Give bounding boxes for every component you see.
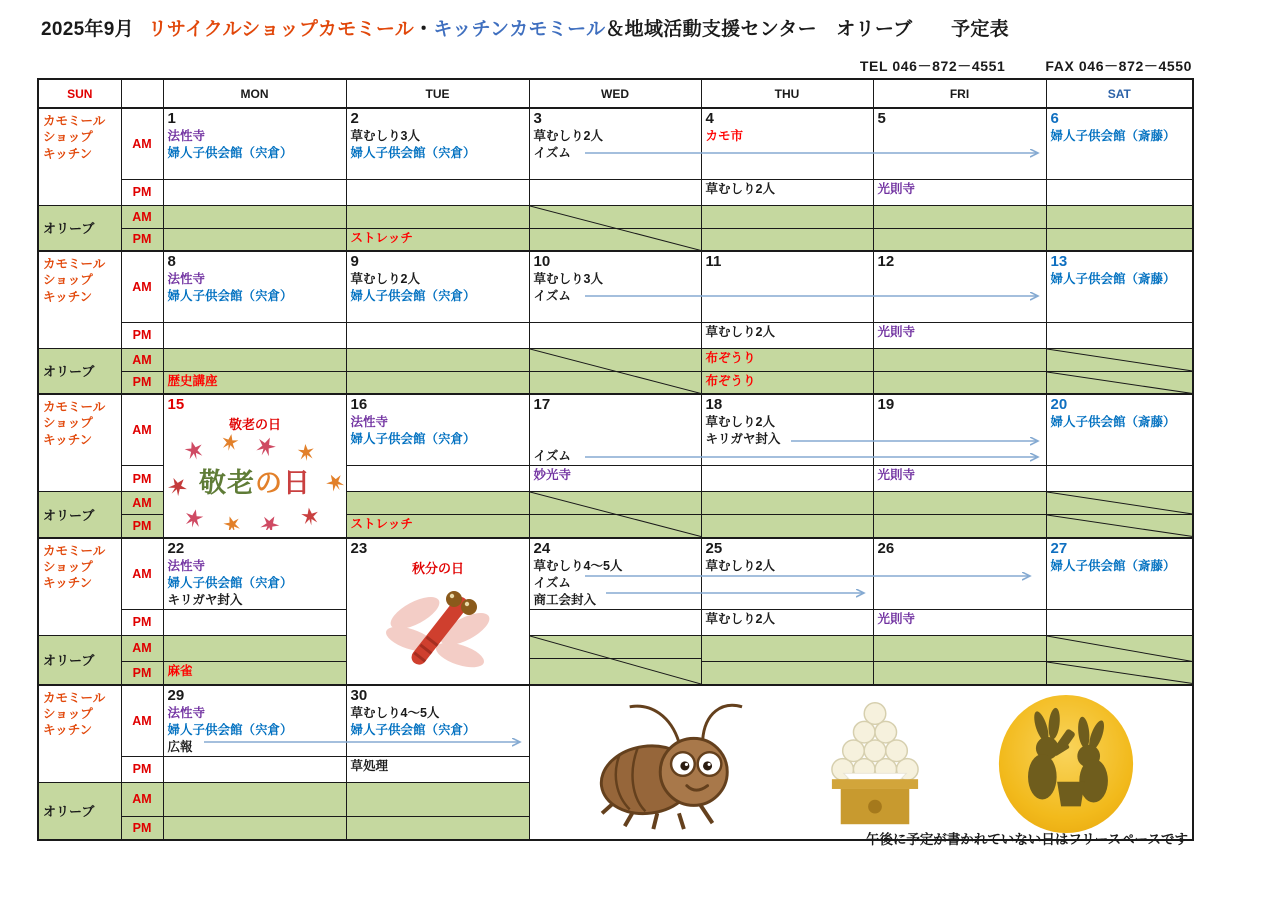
pm-label-cell: PM — [121, 662, 163, 685]
day-cell — [701, 251, 873, 322]
am-pm-divider — [530, 514, 701, 515]
day-cell — [1046, 492, 1193, 515]
group-label-chamomile — [38, 108, 121, 205]
am-label-cell: AM — [121, 538, 163, 610]
day-cell — [346, 205, 529, 228]
keiro-no-hi-art-text — [168, 468, 343, 498]
week4-am-row — [38, 538, 1193, 610]
schedule-entry: 布ぞうり — [705, 350, 756, 365]
schedule-entry: 法性寺 — [167, 272, 206, 286]
day-number: 20 — [1050, 396, 1068, 413]
pm-label-cell: PM — [121, 817, 163, 840]
contact-info — [860, 56, 1192, 76]
group-label-line: キッチン — [43, 432, 93, 447]
day-cell — [346, 817, 529, 840]
pm-label-cell: PM — [121, 228, 163, 251]
schedule-entry: ストレッチ — [350, 230, 413, 245]
group-label-line: キッチン — [43, 289, 93, 304]
day-cell — [701, 205, 873, 228]
day-cell — [346, 782, 529, 817]
day-cell — [163, 635, 346, 662]
pm-label-cell: PM — [121, 179, 163, 205]
group-label-line: キッチン — [43, 146, 93, 161]
day-cell — [346, 348, 529, 371]
day-cell — [163, 782, 346, 817]
tsukimi-dango-illustration — [816, 693, 934, 835]
day-number: 26 — [877, 539, 895, 557]
schedule-entry: 法性寺 — [167, 129, 206, 143]
schedule-entry: 商工会封入 — [533, 592, 597, 607]
schedule-entry: 婦人子供会館（斎藤） — [1050, 129, 1176, 143]
day-cell — [529, 322, 701, 348]
am-pm-divider — [530, 658, 701, 659]
day-cell — [1046, 228, 1193, 251]
week1-pm-row — [38, 179, 1193, 205]
holiday-label: 敬老の日 — [228, 417, 281, 432]
week2-am-row — [38, 251, 1193, 322]
title-separator: ・ — [414, 19, 434, 40]
schedule-entry: 草むしり2人 — [705, 611, 775, 626]
group-label-chamomile — [38, 394, 121, 492]
schedule-entry: 草むしり4～5人 — [350, 705, 440, 720]
day-cell — [346, 515, 529, 538]
entry-gap — [534, 431, 698, 448]
am-label-cell: AM — [121, 205, 163, 228]
schedule-entry: 麻雀 — [167, 664, 193, 678]
crossed-out-diagonal — [1047, 372, 1193, 394]
schedule-entry: 婦人子供会館（宍倉） — [167, 722, 293, 737]
art-char: 老 — [227, 468, 255, 498]
day-cell — [346, 756, 529, 782]
group-label-line: カモミール — [43, 400, 106, 414]
day-number: 27 — [1050, 539, 1068, 557]
group-label-line: カモミール — [43, 690, 106, 705]
day-cell — [163, 394, 346, 538]
header-tue: TUE — [346, 79, 529, 108]
day-cell — [163, 179, 346, 205]
day-cell — [346, 228, 529, 251]
day-cell — [701, 179, 873, 205]
group-label-olive: オリーブ — [38, 205, 121, 251]
day-number: 29 — [167, 686, 185, 704]
day-cell — [1046, 515, 1193, 538]
crossed-out-diagonal — [1047, 492, 1193, 514]
group-label-line: ショップ — [43, 559, 93, 574]
day-cell — [346, 466, 529, 492]
day-cell — [1046, 662, 1193, 685]
day-cell — [346, 538, 529, 685]
day-cell — [701, 348, 873, 371]
week1-am-row — [38, 108, 1193, 179]
schedule-entry: 草むしり2人 — [705, 415, 775, 429]
day-cell — [873, 492, 1046, 515]
tel-number: TEL 046－872－4551 — [859, 58, 1006, 74]
day-cell — [873, 466, 1046, 492]
group-label-line: ショップ — [43, 706, 93, 721]
pm-label-cell: PM — [121, 322, 163, 348]
header-sun: SUN — [38, 79, 121, 108]
day-cell — [701, 394, 873, 466]
day-cell — [163, 817, 346, 840]
schedule-entry: 法性寺 — [167, 558, 206, 573]
schedule-entry: 歴史講座 — [167, 373, 218, 388]
schedule-entry: 広報 — [167, 739, 193, 754]
day-cell — [701, 322, 873, 348]
day-cell — [346, 322, 529, 348]
dragonfly-art — [351, 577, 526, 684]
schedule-entry: 草むしり2人 — [533, 129, 603, 143]
group-label-line: キッチン — [43, 723, 93, 737]
day-cell — [1046, 348, 1193, 371]
day-number: 5 — [877, 110, 886, 127]
group-label-line: カモミール — [43, 257, 106, 271]
day-cell — [701, 635, 873, 662]
day-cell — [346, 371, 529, 394]
schedule-entry: 草処理 — [350, 758, 389, 773]
day-cell — [529, 179, 701, 205]
day-cell — [529, 348, 701, 394]
day-cell — [346, 179, 529, 205]
day-cell — [529, 538, 701, 610]
header-wed: WED — [529, 79, 701, 108]
day-number: 15 — [167, 396, 185, 413]
day-cell — [701, 515, 873, 538]
day-cell — [1046, 371, 1193, 394]
day-cell — [701, 108, 873, 179]
schedule-entry: 婦人子供会館（斎藤） — [1050, 415, 1176, 429]
day-number: 22 — [167, 539, 185, 557]
schedule-entry: 婦人子供会館（宍倉） — [350, 432, 476, 446]
group-label-line: キッチン — [43, 576, 93, 590]
day-cell — [529, 492, 701, 538]
schedule-entry: 婦人子供会館（宍倉） — [167, 146, 293, 160]
day-cell — [1046, 108, 1193, 179]
day-cell — [529, 394, 701, 466]
day-number: 16 — [350, 396, 368, 413]
day-cell — [163, 251, 346, 322]
art-char: の — [255, 468, 283, 498]
day-cell — [529, 108, 701, 179]
day-cell — [163, 322, 346, 348]
day-cell — [163, 756, 346, 782]
day-cell — [873, 662, 1046, 685]
day-cell — [1046, 205, 1193, 228]
day-cell — [701, 609, 873, 635]
day-cell — [346, 251, 529, 322]
week5-am-row — [38, 685, 1193, 757]
day-cell — [1046, 322, 1193, 348]
group-label-chamomile — [38, 685, 121, 783]
moon-rabbits-illustration — [991, 691, 1141, 837]
week2-pm-row — [38, 322, 1193, 348]
pm-label-cell: PM — [121, 756, 163, 782]
title-month: 2025年9月 — [41, 19, 134, 40]
group-label-line: ショップ — [43, 130, 93, 145]
day-cell — [529, 685, 1193, 840]
day-number: 3 — [533, 110, 542, 127]
day-number: 24 — [533, 539, 551, 557]
day-cell — [163, 205, 346, 228]
day-cell — [163, 538, 346, 610]
header-fri: FRI — [873, 79, 1046, 108]
entry-gap — [534, 414, 698, 431]
day-number: 25 — [705, 539, 723, 557]
am-label-cell: AM — [121, 635, 163, 662]
day-number: 4 — [705, 110, 714, 127]
day-cell — [701, 662, 873, 685]
crossed-out-diagonal — [1047, 636, 1193, 662]
schedule-entry: 婦人子供会館（宍倉） — [167, 289, 293, 303]
schedule-entry: 光則寺 — [877, 181, 916, 196]
schedule-entry: 草むしり2人 — [350, 272, 420, 286]
day-cell — [873, 538, 1046, 610]
day-cell — [873, 108, 1046, 179]
am-label-cell: AM — [121, 348, 163, 371]
header-sat: SAT — [1046, 79, 1193, 108]
day-cell — [346, 394, 529, 466]
header-mon: MON — [163, 79, 346, 108]
day-cell — [1046, 466, 1193, 492]
group-label-line: ショップ — [43, 416, 93, 431]
day-number: 30 — [350, 686, 368, 704]
day-cell — [1046, 635, 1193, 662]
crossed-out-diagonal — [530, 636, 701, 684]
schedule-entry: イズム — [533, 449, 571, 463]
week1-oam-row — [38, 205, 1193, 228]
crossed-out-diagonal — [1047, 349, 1193, 371]
schedule-entry: キリガヤ封入 — [705, 432, 781, 446]
holiday-label: 秋分の日 — [411, 560, 464, 576]
schedule-entry: ストレッチ — [350, 517, 413, 531]
schedule-entry: 草むしり2人 — [705, 324, 775, 339]
day-cell — [346, 108, 529, 179]
am-pm-divider — [530, 228, 701, 229]
schedule-entry: 布ぞうり — [705, 373, 756, 388]
group-label-olive: オリーブ — [38, 782, 121, 840]
week3-am-row — [38, 394, 1193, 466]
header-thu: THU — [701, 79, 873, 108]
day-cell — [529, 251, 701, 322]
schedule-entry: 光則寺 — [877, 324, 916, 339]
day-cell — [529, 609, 701, 635]
day-cell — [1046, 251, 1193, 322]
day-number: 13 — [1050, 253, 1068, 270]
day-number: 18 — [705, 396, 723, 413]
title-kitchen: キッチンカモミール — [433, 19, 606, 40]
day-number: 10 — [533, 253, 551, 270]
day-cell — [346, 492, 529, 515]
crossed-out-diagonal — [1047, 515, 1193, 537]
day-cell — [873, 635, 1046, 662]
pm-label-cell: PM — [121, 466, 163, 492]
day-number: 23 — [350, 539, 368, 557]
am-pm-divider — [530, 371, 701, 372]
day-cell — [163, 348, 346, 371]
schedule-entry: カモ市 — [705, 129, 744, 143]
schedule-entry: 婦人子供会館（宍倉） — [350, 146, 476, 160]
schedule-entry: 光則寺 — [877, 611, 916, 626]
group-label-chamomile — [38, 251, 121, 348]
day-cell — [873, 322, 1046, 348]
tsukimi-illustrations — [534, 687, 1190, 839]
am-label-cell: AM — [121, 685, 163, 757]
group-label-line: ショップ — [43, 273, 93, 288]
group-label-olive: オリーブ — [38, 492, 121, 538]
group-label-line: カモミール — [43, 114, 106, 128]
am-label-cell: AM — [121, 251, 163, 322]
day-cell — [873, 348, 1046, 371]
schedule-entry: キリガヤ封入 — [167, 592, 243, 607]
am-label-cell: AM — [121, 782, 163, 817]
day-cell — [701, 492, 873, 515]
day-cell — [701, 466, 873, 492]
keiro-no-hi-illustration — [168, 434, 343, 530]
group-label-chamomile — [38, 538, 121, 636]
schedule-entry: 草むしり2人 — [705, 181, 775, 196]
schedule-entry: 法性寺 — [350, 415, 389, 429]
day-number: 6 — [1050, 110, 1059, 127]
footer-note: 午後に予定が書かれていない日はフリースペースです — [865, 832, 1188, 847]
day-number: 8 — [167, 253, 176, 270]
schedule-entry: 草むしり2人 — [705, 558, 775, 573]
day-cell — [873, 228, 1046, 251]
day-cell — [163, 228, 346, 251]
week4-pm-row — [38, 609, 1193, 635]
schedule-entry: 妙光寺 — [533, 468, 572, 482]
day-cell — [1046, 538, 1193, 610]
art-char: 日 — [283, 468, 311, 498]
day-cell — [163, 371, 346, 394]
pm-label-cell: PM — [121, 515, 163, 538]
day-cell — [873, 205, 1046, 228]
day-cell — [873, 609, 1046, 635]
schedule-entry: 婦人子供会館（宍倉） — [167, 575, 293, 590]
day-cell — [873, 394, 1046, 466]
schedule-entry: 婦人子供会館（斎藤） — [1050, 272, 1176, 286]
am-label-cell: AM — [121, 394, 163, 466]
day-cell — [163, 685, 346, 757]
day-cell — [873, 251, 1046, 322]
schedule-entry: イズム — [533, 575, 571, 590]
cricket-illustration — [592, 695, 760, 833]
day-number: 11 — [705, 253, 722, 270]
day-number: 19 — [877, 396, 895, 413]
schedule-entry: イズム — [533, 146, 571, 160]
group-label-line: カモミール — [43, 543, 106, 558]
schedule-table — [37, 78, 1194, 841]
group-label-olive: オリーブ — [38, 635, 121, 685]
schedule-entry: 法性寺 — [167, 705, 206, 720]
day-cell — [529, 205, 701, 251]
crossed-out-diagonal — [1047, 662, 1193, 684]
week2-oam-row — [38, 348, 1193, 371]
day-cell — [1046, 609, 1193, 635]
dragonfly-illustration — [377, 577, 499, 681]
day-cell — [1046, 179, 1193, 205]
day-number: 12 — [877, 253, 895, 270]
day-cell — [346, 685, 529, 757]
day-cell — [701, 538, 873, 610]
schedule-entry: 草むしり3人 — [350, 129, 420, 143]
title-recycle-shop: リサイクルショップカモミール — [147, 19, 415, 40]
schedule-entry: イズム — [533, 289, 571, 303]
weekday-header-row — [38, 79, 1193, 108]
schedule-entry: 光則寺 — [877, 468, 916, 482]
day-cell — [701, 228, 873, 251]
day-cell — [873, 179, 1046, 205]
pm-label-cell: PM — [121, 609, 163, 635]
schedule-entry: 草むしり3人 — [533, 272, 603, 286]
art-char: 敬 — [199, 468, 227, 498]
header-label-spacer — [121, 79, 163, 108]
title-tail: ＆地域活動支援センター オリーブ 予定表 — [605, 19, 1009, 40]
day-number: 17 — [533, 396, 551, 413]
day-number: 2 — [350, 110, 359, 127]
day-cell — [529, 466, 701, 492]
day-cell — [701, 371, 873, 394]
page-title — [41, 14, 1009, 41]
schedule-entry: 婦人子供会館（宍倉） — [350, 722, 476, 737]
day-cell — [529, 635, 701, 685]
day-cell — [163, 108, 346, 179]
am-label-cell: AM — [121, 492, 163, 515]
schedule-entry: 草むしり4～5人 — [533, 558, 623, 573]
day-number: 1 — [167, 110, 176, 127]
day-cell — [163, 662, 346, 685]
day-cell — [1046, 394, 1193, 466]
group-label-olive: オリーブ — [38, 348, 121, 394]
fax-number: FAX 046－872－4550 — [1045, 58, 1192, 74]
day-cell — [163, 609, 346, 635]
week4-oam-row — [38, 635, 1193, 662]
day-cell — [873, 515, 1046, 538]
am-label-cell: AM — [121, 108, 163, 179]
schedule-entry: 婦人子供会館（宍倉） — [350, 289, 476, 303]
day-number: 9 — [350, 253, 359, 270]
schedule-entry: 婦人子供会館（斎藤） — [1050, 558, 1176, 573]
day-cell — [873, 371, 1046, 394]
pm-label-cell: PM — [121, 371, 163, 394]
